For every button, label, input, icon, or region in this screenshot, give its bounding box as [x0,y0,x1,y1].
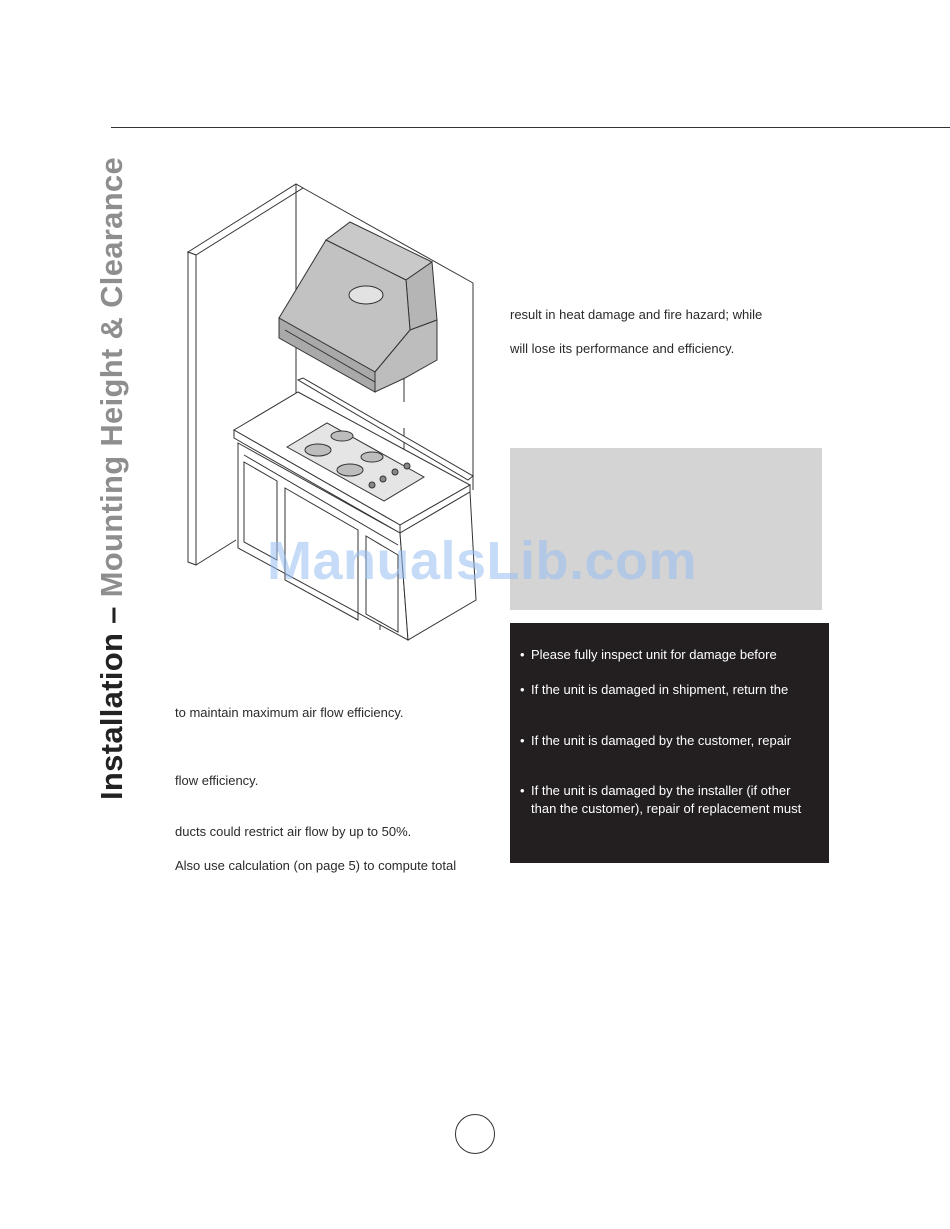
section-title [96,157,127,800]
notice-bullet-3: • If the unit is damaged by the customer, repair [520,733,792,748]
watermark: ManualsLib.com [267,531,698,591]
section-title-secondary: Mounting Height & Clearance [94,156,129,598]
notice-bullet-4: • If the unit is damaged by the installer (if other than the customer), repair of replacement must [520,783,802,816]
notice-bullet-2: • If the unit is damaged in shipment, return the [520,682,789,697]
notice-box [510,623,829,863]
right-text-line-1: result in heat damage and fire hazard; while [510,307,763,322]
notice-bullet-4-continuation: than the customer), repair of replacement must [531,801,802,816]
left-text-line-1: to maintain maximum air flow efficiency. [175,705,404,720]
header-rule [111,127,950,128]
left-text-line-4: Also use calculation (on page 5) to compute total [175,858,457,873]
page-number-circle [455,1114,495,1154]
left-text-line-3: ducts could restrict air flow by up to 50%. [175,824,412,839]
left-text-line-2: flow efficiency. [175,773,259,788]
notice-bullet-1: • Please fully inspect unit for damage before [520,647,777,662]
right-text-line-2: will lose its performance and efficiency. [510,341,735,356]
section-title-primary: Installation – [94,606,129,800]
